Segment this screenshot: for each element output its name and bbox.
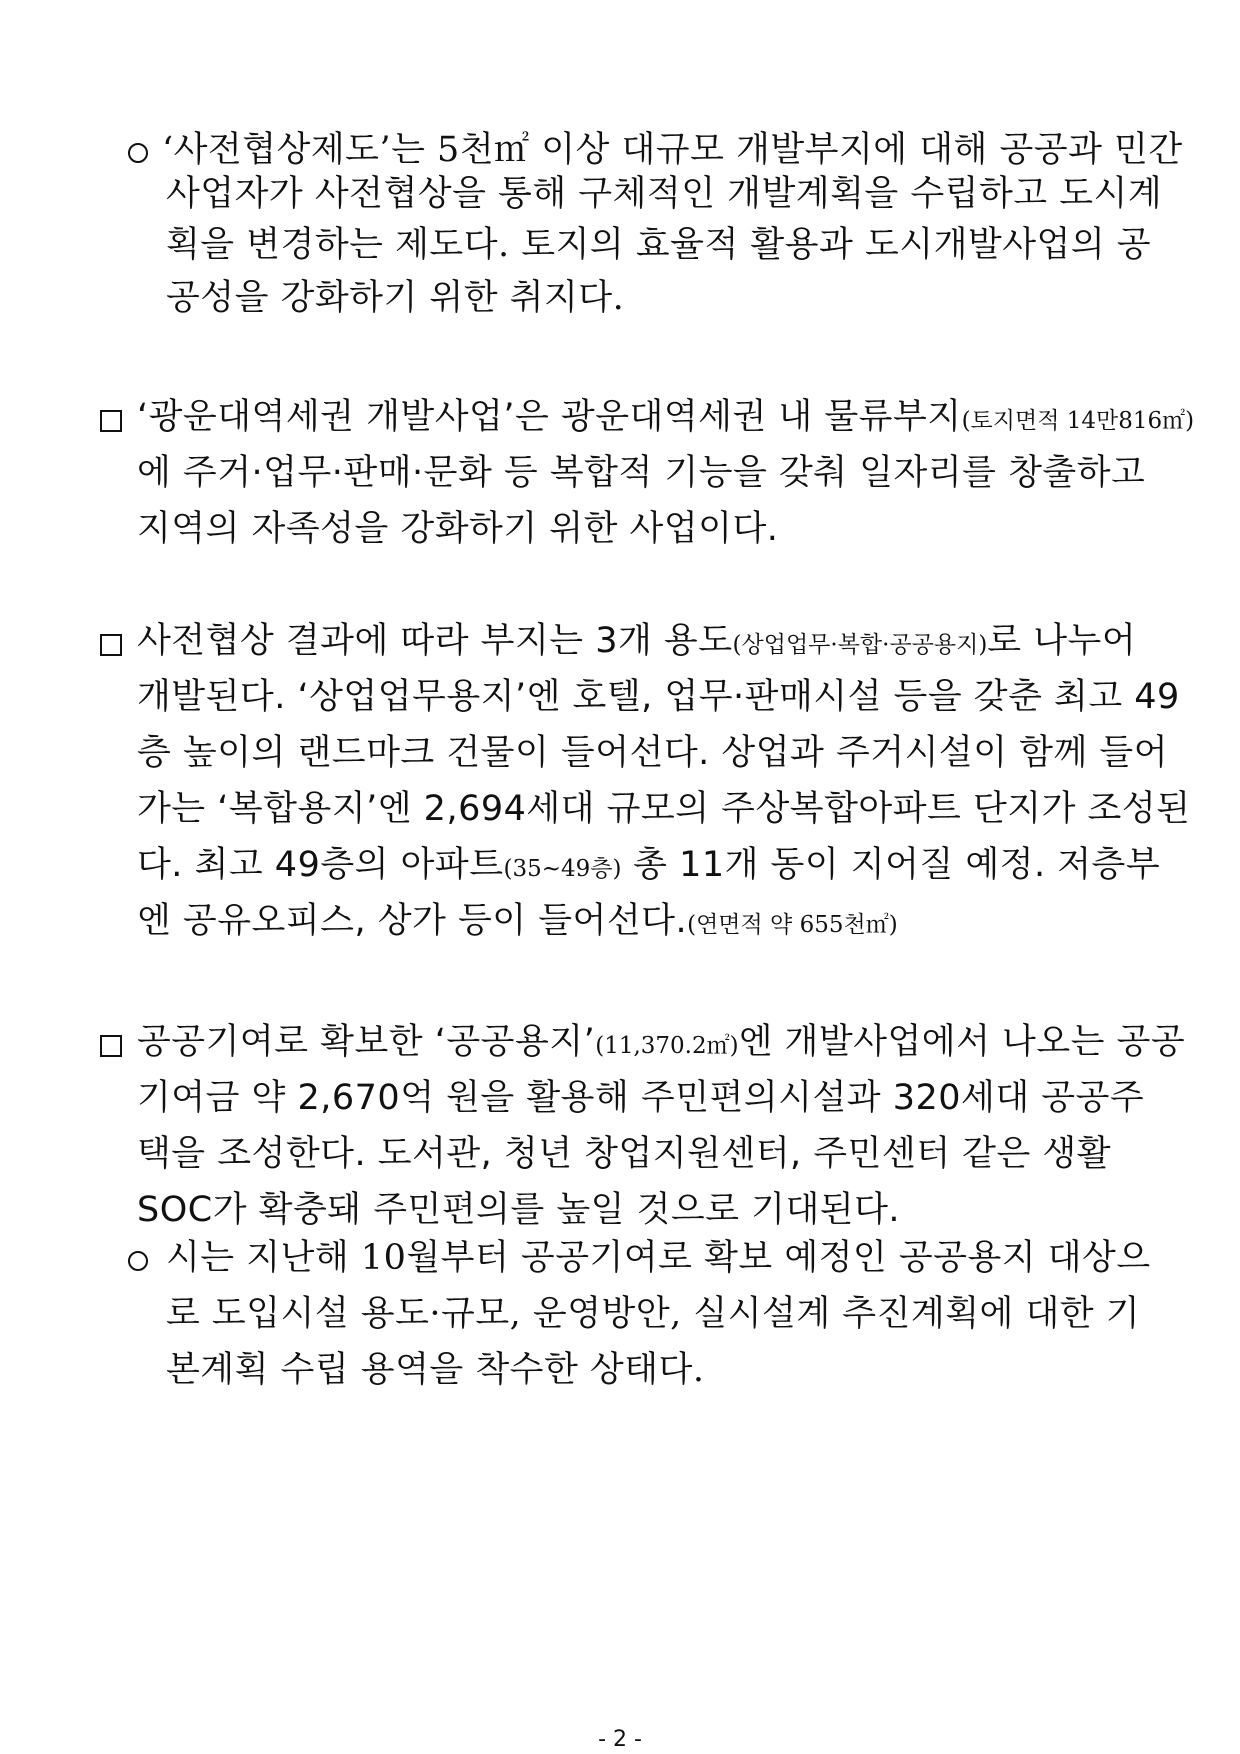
section2-line-3: 지역의 자족성을 강화하기 위한 사업이다. xyxy=(137,509,779,549)
section3-line-4: 가는 ‘복합용지’엔 2,694세대 규모의 주상복합아파트 단지가 조성된 xyxy=(137,789,1191,829)
section3-line-5 xyxy=(137,843,1160,891)
section1-line-4: 공성을 강화하기 위한 취지다. xyxy=(166,278,625,318)
section3-line-2: 개발된다. ‘상업업무용지’엔 호텔, 업무·판매시설 등을 갖춘 최고 49 xyxy=(137,677,1180,717)
section1-line-2: 사업자가 사전협상을 통해 구체적인 개발계획을 수립하고 도시계 xyxy=(166,174,1163,214)
section3-line-1 xyxy=(137,619,1136,667)
section2-line-2: 에 주거·업무·판매·문화 등 복합적 기능을 갖춰 일자리를 창출하고 xyxy=(137,453,1146,493)
section3-floors-note: (35~49층) xyxy=(503,856,622,882)
section4-line-3: 택을 조성한다. 도서관, 청년 창업지원센터, 주민센터 같은 생활 xyxy=(137,1134,1112,1174)
section2-area-note: (토지면적 14만816㎡) xyxy=(961,408,1195,434)
section4-line-1 xyxy=(137,1020,1185,1068)
section3-line-3: 층 높이의 랜드마크 건물이 들어선다. 상업과 주거시설이 함께 들어 xyxy=(137,733,1169,773)
section3-line-1-a: 사전협상 결과에 따라 부지는 3개 용도 xyxy=(137,621,733,661)
section3-line-1-b: 로 나누어 xyxy=(987,621,1137,661)
section3-line-6-a: 엔 공유오피스, 상가 등이 들어선다. xyxy=(137,901,688,941)
section1-line-1: ‘사전협상제도’는 5천㎡ 이상 대규모 개발부지에 대해 공공과 민간 xyxy=(162,130,1183,170)
section4-line-1-a: 공공기여로 확보한 ‘공공용지’ xyxy=(137,1022,596,1062)
section4-line-2: 기여금 약 2,670억 원을 활용해 주민편의시설과 320세대 공공주 xyxy=(137,1078,1145,1118)
section4-land-area-note: (11,370.2㎡) xyxy=(595,1033,739,1059)
circle-bullet-icon xyxy=(128,143,148,163)
section4-line-1-b: 엔 개발사업에서 나오는 공공 xyxy=(738,1022,1186,1062)
section4-sub-line-3: 본계획 수립 용역을 착수한 상태다. xyxy=(166,1350,705,1390)
checkbox-bullet-icon xyxy=(100,1035,122,1057)
section4-line-4: SOC가 확충돼 주민편의를 높일 것으로 기대된다. xyxy=(137,1190,901,1230)
circle-bullet-icon xyxy=(128,1251,148,1271)
page-number: - 2 - xyxy=(598,1727,642,1752)
section2-line-1 xyxy=(137,395,1194,443)
section3-line-5-b: 총 11개 동이 지어질 예정. 저층부 xyxy=(621,845,1161,885)
section3-floor-area-note: (연면적 약 655천㎡) xyxy=(687,912,898,938)
section3-line-6 xyxy=(137,899,898,947)
checkbox-bullet-icon xyxy=(100,634,122,656)
section3-line-5-a: 다. 최고 49층의 아파트 xyxy=(137,845,504,885)
section3-usage-note: (상업업무·복합·공공용지) xyxy=(732,632,988,658)
section4-sub-line-1: 시는 지난해 10월부터 공공기여로 확보 예정인 공공용지 대상으 xyxy=(166,1238,1151,1278)
checkbox-bullet-icon xyxy=(100,410,122,432)
section4-sub-line-2: 로 도입시설 용도·규모, 운영방안, 실시설계 추진계획에 대한 기 xyxy=(166,1294,1141,1334)
section2-line-1-text: ‘광운대역세권 개발사업’은 광운대역세권 내 물류부지 xyxy=(137,397,962,437)
section1-line-3: 획을 변경하는 제도다. 토지의 효율적 활용과 도시개발사업의 공 xyxy=(166,225,1152,265)
